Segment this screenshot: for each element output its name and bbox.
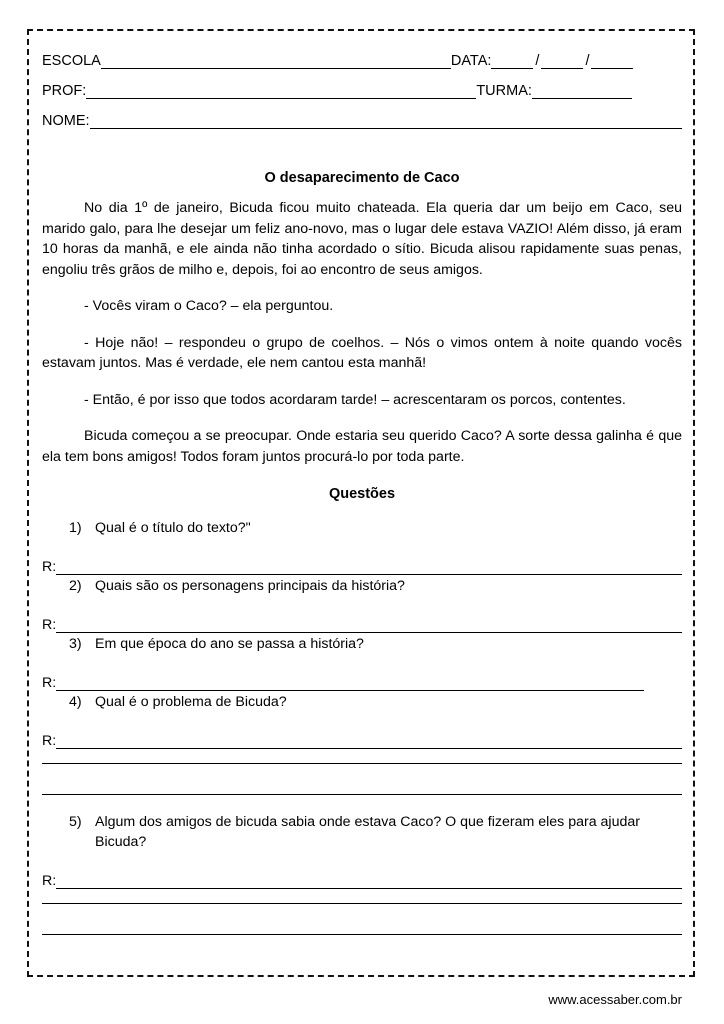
nome-input-line[interactable] xyxy=(90,115,682,129)
turma-input-line[interactable] xyxy=(532,85,632,99)
answer-extra-line[interactable] xyxy=(42,750,682,764)
answer-row xyxy=(42,716,682,750)
question-item xyxy=(42,812,682,852)
escola-label: ESCOLA xyxy=(42,52,101,69)
questions-heading: Questões xyxy=(328,486,396,502)
answer-row xyxy=(42,542,682,576)
answer-input-line[interactable] xyxy=(56,875,682,889)
answer-input-line[interactable] xyxy=(56,677,644,691)
story-paragraph: No dia 1º de janeiro, Bicuda ficou muito chateada. Ela queria dar um beijo em Caco, seu marido galo, para lhe desejar um feliz ano-novo, mas o lugar dele estava VAZIO! Além disso, já eram 10 horas da manhã, e ele ainda não tinha acordado o sítio. Bicuda alisou rapidamente suas penas, engoliu três grãos de milho e, depois, foi ao encontro de seus amigos. xyxy=(42,200,682,278)
question-text: Em que época do ano se passa a história? xyxy=(95,636,364,652)
footer-credit: www.acessaber.com.br xyxy=(548,992,682,1007)
story-paragraph: - Vocês viram o Caco? – ela perguntou. xyxy=(84,298,334,314)
answer-label: R: xyxy=(42,872,57,889)
answer-label: R: xyxy=(42,558,57,575)
question-item xyxy=(42,692,682,712)
turma-label: TURMA: xyxy=(476,82,532,99)
answer-extra-line[interactable] xyxy=(42,921,682,935)
question-number: 1) xyxy=(69,520,82,536)
answer-input-line[interactable] xyxy=(56,561,682,575)
question-text: Qual é o título do texto?" xyxy=(95,520,251,536)
answer-input-line[interactable] xyxy=(56,735,682,749)
prof-turma-row xyxy=(42,70,682,100)
answer-row xyxy=(42,658,682,692)
prof-input-line[interactable] xyxy=(86,85,476,99)
question-text: Algum dos amigos de bicuda sabia onde estava Caco? O que fizeram eles para ajudar Bicuda? xyxy=(95,814,640,850)
questions-list xyxy=(42,518,682,952)
data-month-input[interactable] xyxy=(541,55,583,69)
answer-row xyxy=(42,856,682,890)
answer-input-line[interactable] xyxy=(56,619,682,633)
question-text: Quais são os personagens principais da história? xyxy=(95,578,405,594)
story-paragraph: - Hoje não! – respondeu o grupo de coelhos. – Nós o vimos ontem à noite quando vocês estavam juntos. Mas é verdade, ele nem cantou esta manhã! xyxy=(42,334,682,371)
question-number: 4) xyxy=(69,694,82,710)
answer-extra-line[interactable] xyxy=(42,890,682,904)
answer-label: R: xyxy=(42,674,57,691)
question-text: Qual é o problema de Bicuda? xyxy=(95,694,287,710)
student-identification-block xyxy=(42,40,682,130)
escola-data-row xyxy=(42,40,682,70)
question-item xyxy=(42,634,682,654)
question-number: 2) xyxy=(69,578,82,594)
data-slash-2: / xyxy=(585,52,590,69)
data-year-input[interactable] xyxy=(591,55,633,69)
question-number: 5) xyxy=(69,814,82,830)
escola-input-line[interactable] xyxy=(101,55,451,69)
answer-label: R: xyxy=(42,616,57,633)
question-number: 3) xyxy=(69,636,82,652)
story-paragraph: - Então, é por isso que todos acordaram tarde! – acrescentaram os porcos, contentes. xyxy=(84,391,626,408)
answer-label: R: xyxy=(42,732,57,749)
question-item xyxy=(42,518,682,538)
question-item xyxy=(42,576,682,596)
nome-row xyxy=(42,100,682,130)
story-body xyxy=(42,198,682,483)
prof-label: PROF: xyxy=(42,82,87,99)
data-slash-1: / xyxy=(535,52,540,69)
answer-extra-line[interactable] xyxy=(42,781,682,795)
data-label: DATA: xyxy=(450,52,492,69)
story-title: O desaparecimento de Caco xyxy=(264,170,460,186)
answer-row xyxy=(42,600,682,634)
story-paragraph: Bicuda começou a se preocupar. Onde estaria seu querido Caco? A sorte dessa galinha é que ela tem bons amigos! Todos foram juntos procurá-lo por toda parte. xyxy=(42,428,682,465)
nome-label: NOME: xyxy=(42,112,90,129)
data-day-input[interactable] xyxy=(491,55,533,69)
